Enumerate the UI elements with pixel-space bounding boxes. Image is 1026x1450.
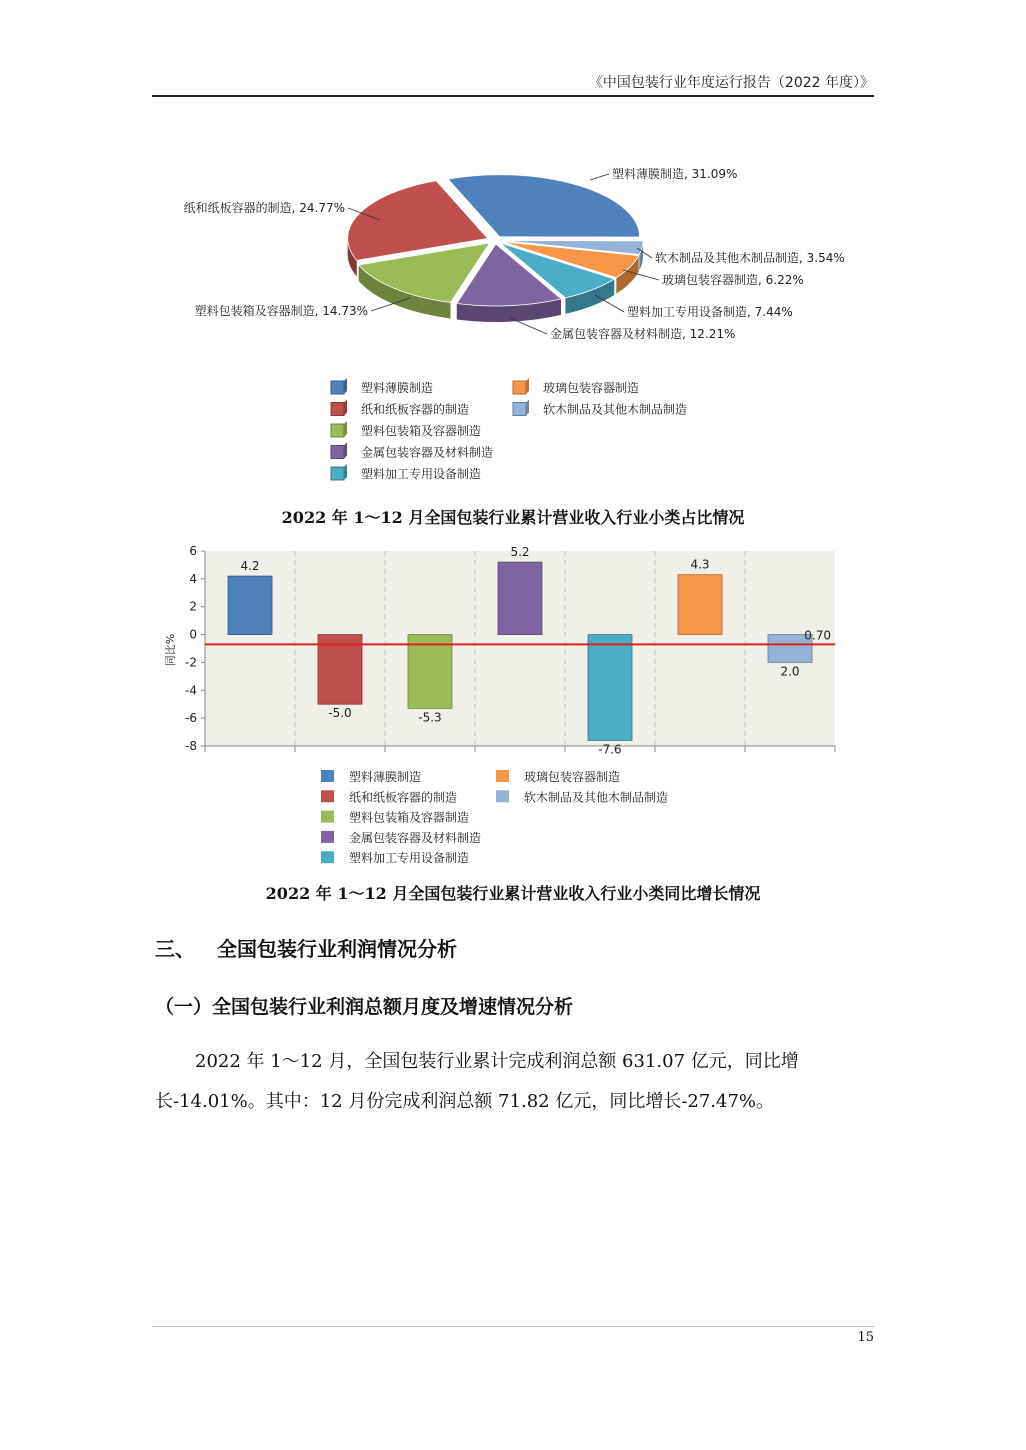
pie-chart-caption: 2022 年 1～12 月全国包装行业累计营业收入行业小类占比情况 [281, 508, 745, 527]
bar-chart-caption: 2022 年 1～12 月全国包装行业累计营业收入行业小类同比增长情况 [265, 884, 761, 903]
legend-label: 软木制品及其他木制品制造 [543, 402, 688, 417]
legend-label: 纸和纸板容器的制造 [361, 402, 470, 417]
bar [408, 635, 452, 709]
bar-value-label: 5.2 [510, 545, 530, 560]
section-title: 全国包装行业利润情况分析 [217, 937, 457, 961]
legend-swatch [331, 381, 344, 394]
bar [228, 576, 272, 635]
legend-label: 金属包装容器及材料制造 [349, 830, 482, 845]
legend-swatch [513, 381, 526, 394]
footer-rule [152, 1326, 874, 1327]
bar-legend [321, 769, 668, 865]
pie-chart [150, 150, 880, 495]
reference-line-label: 0.70 [804, 628, 831, 643]
legend-label: 软木制品及其他木制品制造 [524, 790, 669, 805]
legend-swatch [331, 446, 344, 459]
running-header: 《中国包装行业年度运行报告（2022 年度）》 [588, 75, 874, 91]
y-tick-label: -6 [185, 711, 197, 726]
bar-value-label: -5.0 [328, 706, 352, 721]
legend-swatch [321, 790, 334, 802]
y-tick-label: -4 [185, 683, 197, 698]
bar-value-label: -5.3 [418, 710, 442, 725]
pie-label: 塑料加工专用设备制造, 7.44% [627, 305, 793, 319]
legend-swatch [331, 467, 344, 480]
legend-swatch-side [344, 400, 347, 416]
bar-value-label: -7.6 [598, 742, 622, 757]
legend-label: 玻璃包装容器制造 [524, 770, 621, 784]
pie-label: 纸和纸板容器的制造, 24.77% [183, 201, 345, 215]
y-axis-label: 同比% [164, 633, 177, 667]
bar-value-label: 2.0 [780, 664, 800, 679]
legend-label: 塑料加工专用设备制造 [361, 467, 482, 481]
pie-leader-line [510, 318, 547, 334]
y-tick-label: 4 [189, 571, 197, 586]
bar [588, 635, 632, 741]
y-tick-label: 0 [189, 627, 197, 642]
legend-label: 塑料薄膜制造 [349, 770, 422, 784]
body-paragraph: 2022 年 1～12 月，全国包装行业累计完成利润总额 631.07 亿元，同比增长-14.01%。其中：12 月份完成利润总额 71.82 亿元，同比增长-27.47%。 [155, 1051, 799, 1112]
legend-label: 玻璃包装容器制造 [543, 381, 640, 395]
legend-swatch-side [344, 421, 347, 437]
section-heading [155, 933, 457, 962]
pie-leader-line [590, 174, 609, 180]
legend-swatch [331, 424, 344, 437]
legend-label: 金属包装容器及材料制造 [361, 445, 494, 460]
pie-label: 塑料薄膜制造, 31.09% [612, 167, 738, 181]
pie-label: 塑料包装箱及容器制造, 14.73% [194, 304, 368, 318]
legend-label: 塑料加工专用设备制造 [349, 851, 470, 866]
legend-swatch [321, 831, 334, 843]
header-rule [152, 95, 874, 97]
pie-label: 玻璃包装容器制造, 6.22% [662, 273, 804, 287]
y-tick-label: -8 [185, 739, 197, 753]
legend-swatch [321, 770, 334, 782]
bar-value-label: 4.2 [240, 559, 260, 574]
legend-swatch [496, 770, 509, 782]
bar-value-label: 4.3 [690, 557, 710, 572]
y-tick-label: 2 [189, 599, 197, 614]
page-number: 15 [857, 1330, 874, 1345]
legend-label: 塑料包装箱及容器制造 [361, 424, 482, 438]
pie-label: 金属包装容器及材料制造, 12.21% [550, 327, 736, 341]
legend-swatch [321, 811, 334, 823]
legend-swatch [513, 403, 526, 416]
pie-slices [348, 175, 643, 322]
legend-swatch-side [344, 464, 347, 480]
y-tick-label: 6 [189, 544, 197, 558]
legend-swatch-side [344, 378, 347, 394]
legend-label: 纸和纸板容器的制造 [349, 790, 458, 805]
legend-label: 塑料包装箱及容器制造 [349, 810, 470, 825]
legend-swatch-side [344, 443, 347, 459]
bar [678, 575, 722, 635]
legend-swatch [331, 403, 344, 416]
legend-label: 塑料薄膜制造 [361, 381, 434, 395]
bar [498, 562, 542, 634]
legend-swatch-side [526, 378, 529, 394]
y-tick-label: -2 [185, 655, 197, 670]
legend-swatch [321, 851, 334, 863]
pie-label: 软木制品及其他木制品制造, 3.54% [655, 251, 845, 265]
pie-legend [331, 378, 687, 481]
legend-swatch-side [526, 400, 529, 416]
subsection-heading: （一）全国包装行业利润总额月度及增速情况分析 [155, 996, 574, 1018]
section-number: 三、 [155, 937, 195, 961]
bar-chart [150, 538, 850, 873]
legend-swatch [496, 790, 509, 802]
